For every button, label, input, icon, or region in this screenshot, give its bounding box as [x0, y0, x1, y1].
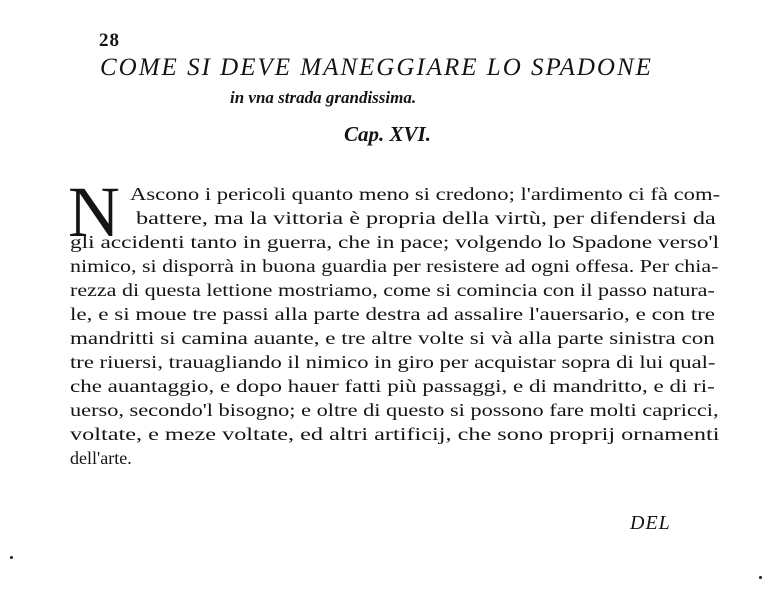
chapter-subheading: in vna strada grandissima. — [230, 88, 417, 107]
body-line: voltate, e meze voltate, ed altri artificij, che sono proprij ornamenti — [70, 424, 720, 444]
body-line: che auantaggio, e dopo hauer fatti più passaggi, e di mandritto, e di ri- — [70, 376, 715, 396]
chapter-number: Cap. XVI. — [344, 122, 431, 146]
body-line: mandritti si camina auante, e tre altre volte si và alla parte sinistra con — [70, 328, 715, 348]
body-line: battere, ma la vittoria è propria della virtù, per difendersi da — [136, 208, 716, 228]
body-line: rezza di questa lettione mostriamo, come si comincia con il passo natura- — [70, 280, 715, 300]
catchword: DEL — [630, 512, 671, 534]
body-line: uerso, secondo'l bisogno; e oltre di questo si possono fare molti capricci, — [70, 400, 719, 420]
body-line: nimico, si disporrà in buona guardia per resistere ad ogni offesa. Per chia- — [70, 256, 719, 276]
body-line: gli accidenti tanto in guerra, che in pace; volgendo lo Spadone verso'l — [70, 232, 720, 252]
ink-speck — [10, 556, 13, 559]
body-line: tre riuersi, trauagliando il nimico in giro per acquistar sopra di lui qual- — [70, 352, 716, 372]
body-line: dell'arte. — [70, 448, 132, 468]
body-line: Ascono i pericoli quanto meno si credono; l'ardimento ci fà com- — [130, 184, 721, 204]
page-number: 28 — [99, 30, 120, 51]
chapter-heading: COME SI DEVE MANEGGIARE LO SPADONE — [100, 54, 653, 81]
body-line: le, e si moue tre passi alla parte destra ad assalire l'auersario, e con tre — [70, 304, 716, 324]
ink-speck — [759, 576, 762, 579]
drop-cap: N — [68, 172, 120, 252]
